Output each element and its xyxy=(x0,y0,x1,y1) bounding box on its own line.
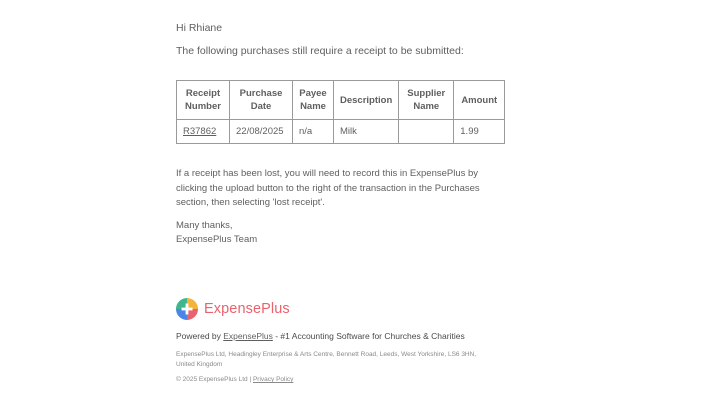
copyright-line: © 2025 ExpensePlus Ltd | Privacy Policy xyxy=(176,376,294,383)
header-supplier-name: Supplier Name xyxy=(399,81,454,120)
receipt-number-link[interactable]: R37862 xyxy=(183,126,217,137)
lost-receipt-instructions: If a receipt has been lost, you will need to record this in ExpensePlus by clicking the upload button to the right of the transaction in the Purchases section, then selecting 'lost receipt'. xyxy=(176,168,480,208)
expenseplus-link[interactable]: ExpensePlus xyxy=(223,331,273,341)
privacy-policy-link[interactable]: Privacy Policy xyxy=(252,376,294,383)
purchase-date-cell: 22/08/2025 xyxy=(230,120,293,144)
amount-cell: 1.99 xyxy=(454,120,505,144)
logo-text: ExpensePlus xyxy=(204,301,290,317)
header-description: Description xyxy=(334,81,399,120)
header-payee-name: Payee Name xyxy=(293,81,334,120)
table-row xyxy=(177,120,505,144)
description-cell: Milk xyxy=(334,120,399,144)
receipt-number-cell xyxy=(177,120,230,144)
greeting: Hi Rhiane xyxy=(176,22,223,34)
powered-by-line: Powered by ExpensePlus - #1 Accounting Software for Churches & Charities xyxy=(176,331,465,341)
payee-name-cell: n/a xyxy=(293,120,334,144)
expenseplus-logo-icon xyxy=(176,298,198,320)
intro-text: The following purchases still require a receipt to be submitted: xyxy=(176,45,464,57)
company-address: ExpensePlus Ltd, Headingley Enterprise & Arts Centre, Bennett Road, Leeds, West Yorkshire, LS6 3HN, United Kingdom xyxy=(176,351,477,368)
receipts-table xyxy=(176,80,505,144)
expenseplus-logo xyxy=(176,297,290,321)
table-header-row xyxy=(177,81,505,120)
header-receipt-number: Receipt Number xyxy=(177,81,230,120)
header-amount: Amount xyxy=(454,81,505,120)
supplier-name-cell xyxy=(399,120,454,144)
signoff: Many thanks, ExpensePlus Team xyxy=(176,220,258,245)
header-purchase-date: Purchase Date xyxy=(230,81,293,120)
